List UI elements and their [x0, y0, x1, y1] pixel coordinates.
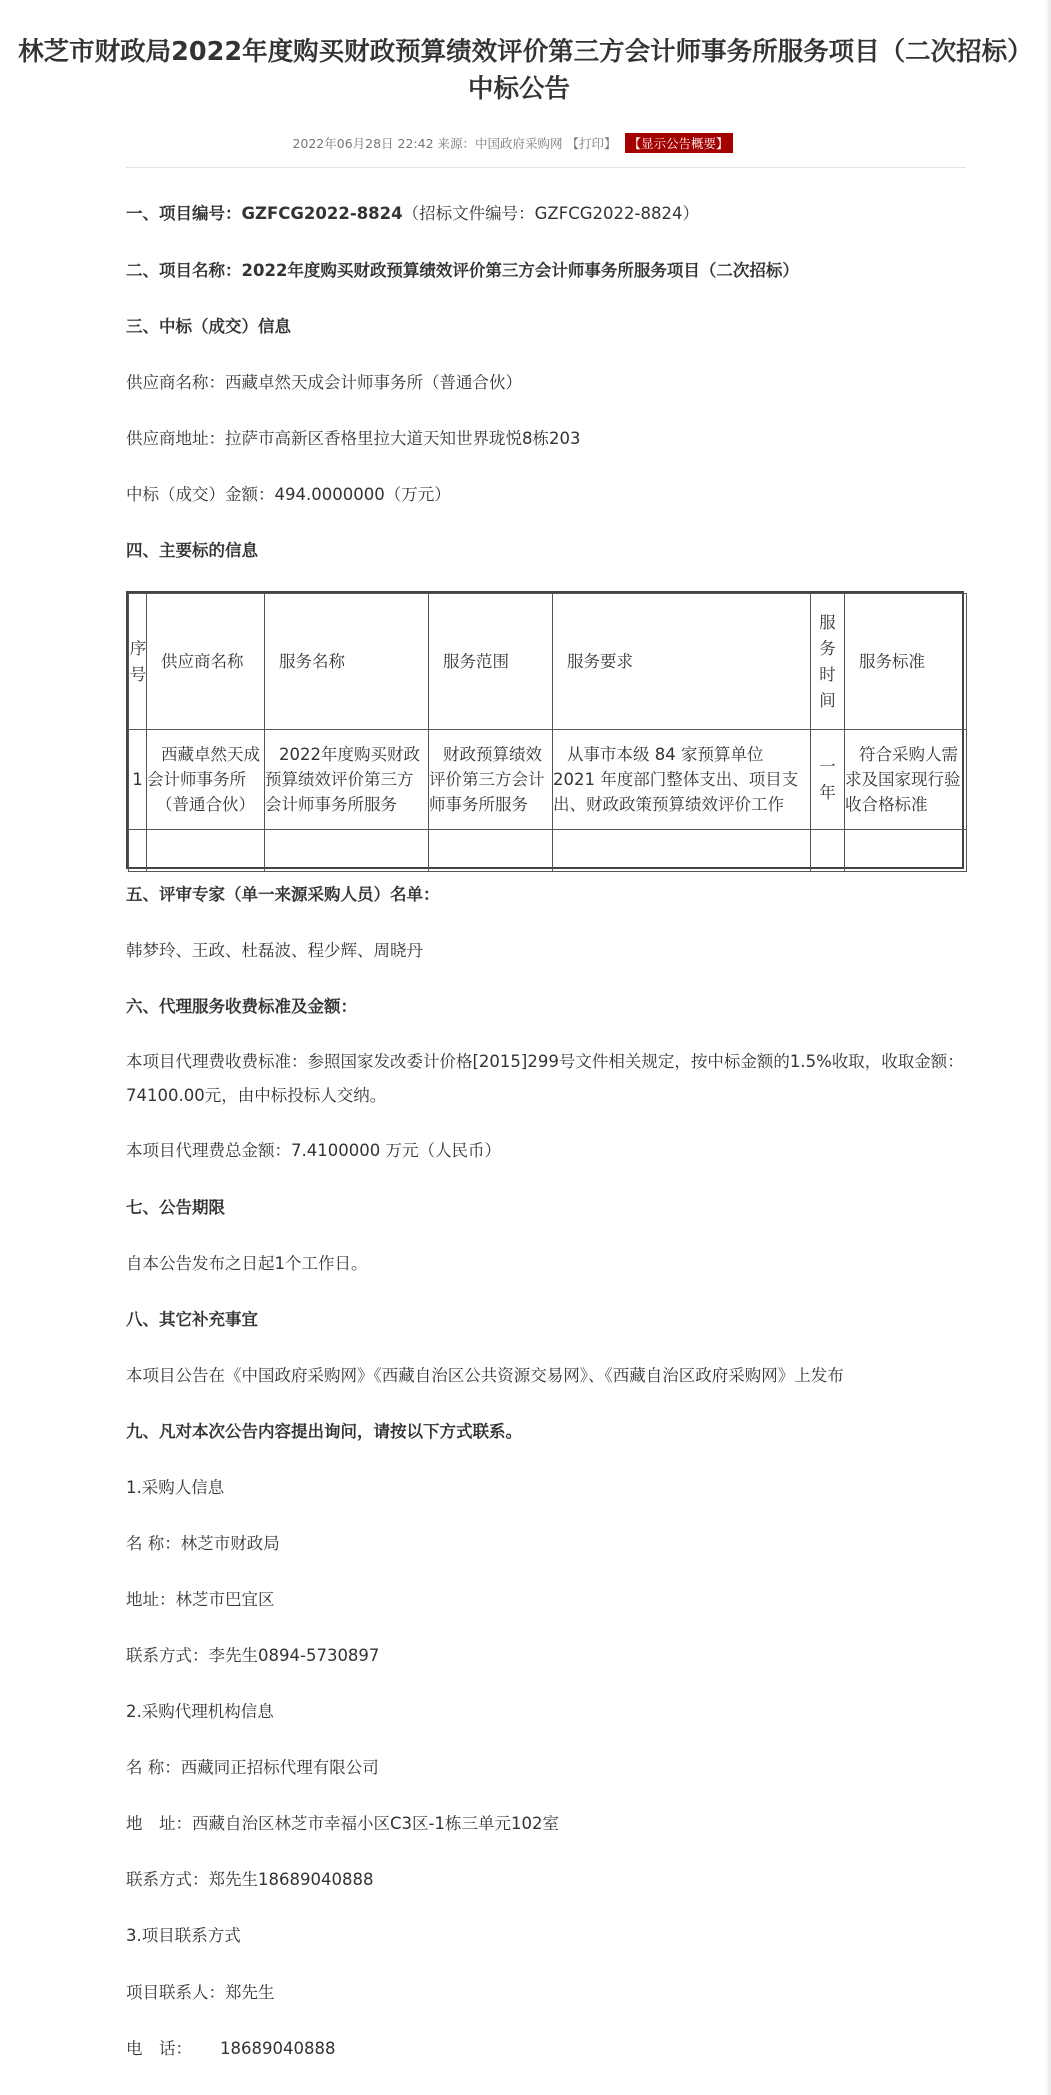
- phone-value: 18689040888: [220, 2039, 336, 2058]
- agency-fee-total: 本项目代理费总金额：7.4100000 万元（人民币）: [126, 1141, 501, 1160]
- header-service-requirement: 服务要求: [553, 594, 811, 730]
- section-1: [126, 200, 966, 228]
- phone-label: 电 话：: [126, 2039, 192, 2058]
- header-service-scope: 服务范围: [429, 594, 553, 730]
- purchaser-info-title: 1.采购人信息: [126, 1478, 225, 1497]
- purchaser-name: 名 称：林芝市财政局: [126, 1534, 280, 1553]
- section-2-project-name: 二、项目名称：2022年度购买财政预算绩效评价第三方会计师事务所服务项目（二次招标）: [126, 261, 799, 280]
- project-contact-person: 项目联系人：郑先生: [126, 1983, 275, 2002]
- source-text: 来源：中国政府采购网: [437, 136, 563, 151]
- cell-supplier: 西藏卓然天成 会计师事务所 （普通合伙）: [147, 730, 265, 830]
- supplier-name: 供应商名称：西藏卓然天成会计师事务所（普通合伙）: [126, 373, 522, 392]
- cell-service-scope: 财政预算绩效 评价第三方会计 师事务所服务: [429, 730, 553, 830]
- section-3-heading: 三、中标（成交）信息: [126, 317, 291, 336]
- article-meta: [0, 133, 1025, 153]
- header-seq: 序 号: [129, 594, 147, 730]
- agency-name: 名 称：西藏同正招标代理有限公司: [126, 1758, 379, 1777]
- bid-amount: 中标（成交）金额：494.0000000（万元）: [126, 485, 451, 504]
- header-service-time: 服 务 时 间: [811, 594, 845, 730]
- section-7-heading: 七、公告期限: [126, 1198, 225, 1217]
- subject-info-table: [126, 591, 964, 869]
- supplier-address: 供应商地址：拉萨市高新区香格里拉大道天知世界珑悦8栋203: [126, 429, 581, 448]
- project-number: 一、项目编号：GZFCG2022-8824: [126, 204, 403, 223]
- title-divider: [126, 167, 966, 168]
- announcement-period: 自本公告发布之日起1个工作日。: [126, 1254, 368, 1273]
- agency-info-title: 2.采购代理机构信息: [126, 1702, 274, 1721]
- agency-address: 地 址：西藏自治区林芝市幸福小区C3区-1栋三单元102室: [126, 1814, 559, 1833]
- show-summary-button[interactable]: 【显示公告概要】: [625, 133, 733, 153]
- cell-service-standard: 符合采购人需 求及国家现行验 收合格标准: [845, 730, 967, 830]
- publish-datetime: 2022年06月28日 22:42: [292, 136, 434, 151]
- section-5-heading: 五、评审专家（单一来源采购人员）名单：: [126, 885, 440, 904]
- cell-service-name: 2022年度购买财政 预算绩效评价第三方 会计师事务所服务: [265, 730, 429, 830]
- project-contact-title: 3.项目联系方式: [126, 1926, 241, 1945]
- table-row: [129, 730, 967, 830]
- cell-service-requirement: 从事市本级 84 家预算单位 2021 年度部门整体支出、项目支 出、财政政策预算绩效评价工作: [553, 730, 811, 830]
- purchaser-address: 地址：林芝市巴宜区: [126, 1590, 275, 1609]
- section-8-heading: 八、其它补充事宜: [126, 1310, 258, 1329]
- agency-fee-standard: 本项目代理费收费标准：参照国家发改委计价格[2015]299号文件相关规定，按中标金额的1.5%收取，收取金额：74100.00元，由中标投标人交纳。: [126, 1052, 964, 1105]
- page-title: 林芝市财政局2022年度购买财政预算绩效评价第三方会计师事务所服务项目（二次招标）中标公告: [18, 37, 1020, 104]
- page-edge-shadow: [1045, 0, 1051, 2095]
- supplementary-matters: 本项目公告在《中国政府采购网》《西藏自治区公共资源交易网》、《西藏自治区政府采购网》上发布: [126, 1366, 844, 1385]
- header-supplier: 供应商名称: [147, 594, 265, 730]
- section-6-heading: 六、代理服务收费标准及金额：: [126, 997, 357, 1016]
- table-header-row: [129, 594, 967, 730]
- table-empty-row: [129, 830, 967, 872]
- section-9-heading: 九、凡对本次公告内容提出询问，请按以下方式联系。: [126, 1422, 522, 1441]
- project-phone: [126, 2035, 966, 2063]
- agency-contact: 联系方式：郑先生18689040888: [126, 1870, 374, 1889]
- header-service-standard: 服务标准: [845, 594, 967, 730]
- cell-service-time: 一 年: [811, 730, 845, 830]
- print-link[interactable]: 【打印】: [566, 136, 617, 151]
- cell-seq: 1: [129, 730, 147, 830]
- tender-doc-number: （招标文件编号：GZFCG2022-8824）: [402, 204, 699, 223]
- expert-list: 韩梦玲、王政、杜磊波、程少辉、周晓丹: [126, 941, 423, 960]
- section-4-heading: 四、主要标的信息: [126, 541, 258, 560]
- header-service-name: 服务名称: [265, 594, 429, 730]
- purchaser-contact: 联系方式：李先生0894-5730897: [126, 1646, 380, 1665]
